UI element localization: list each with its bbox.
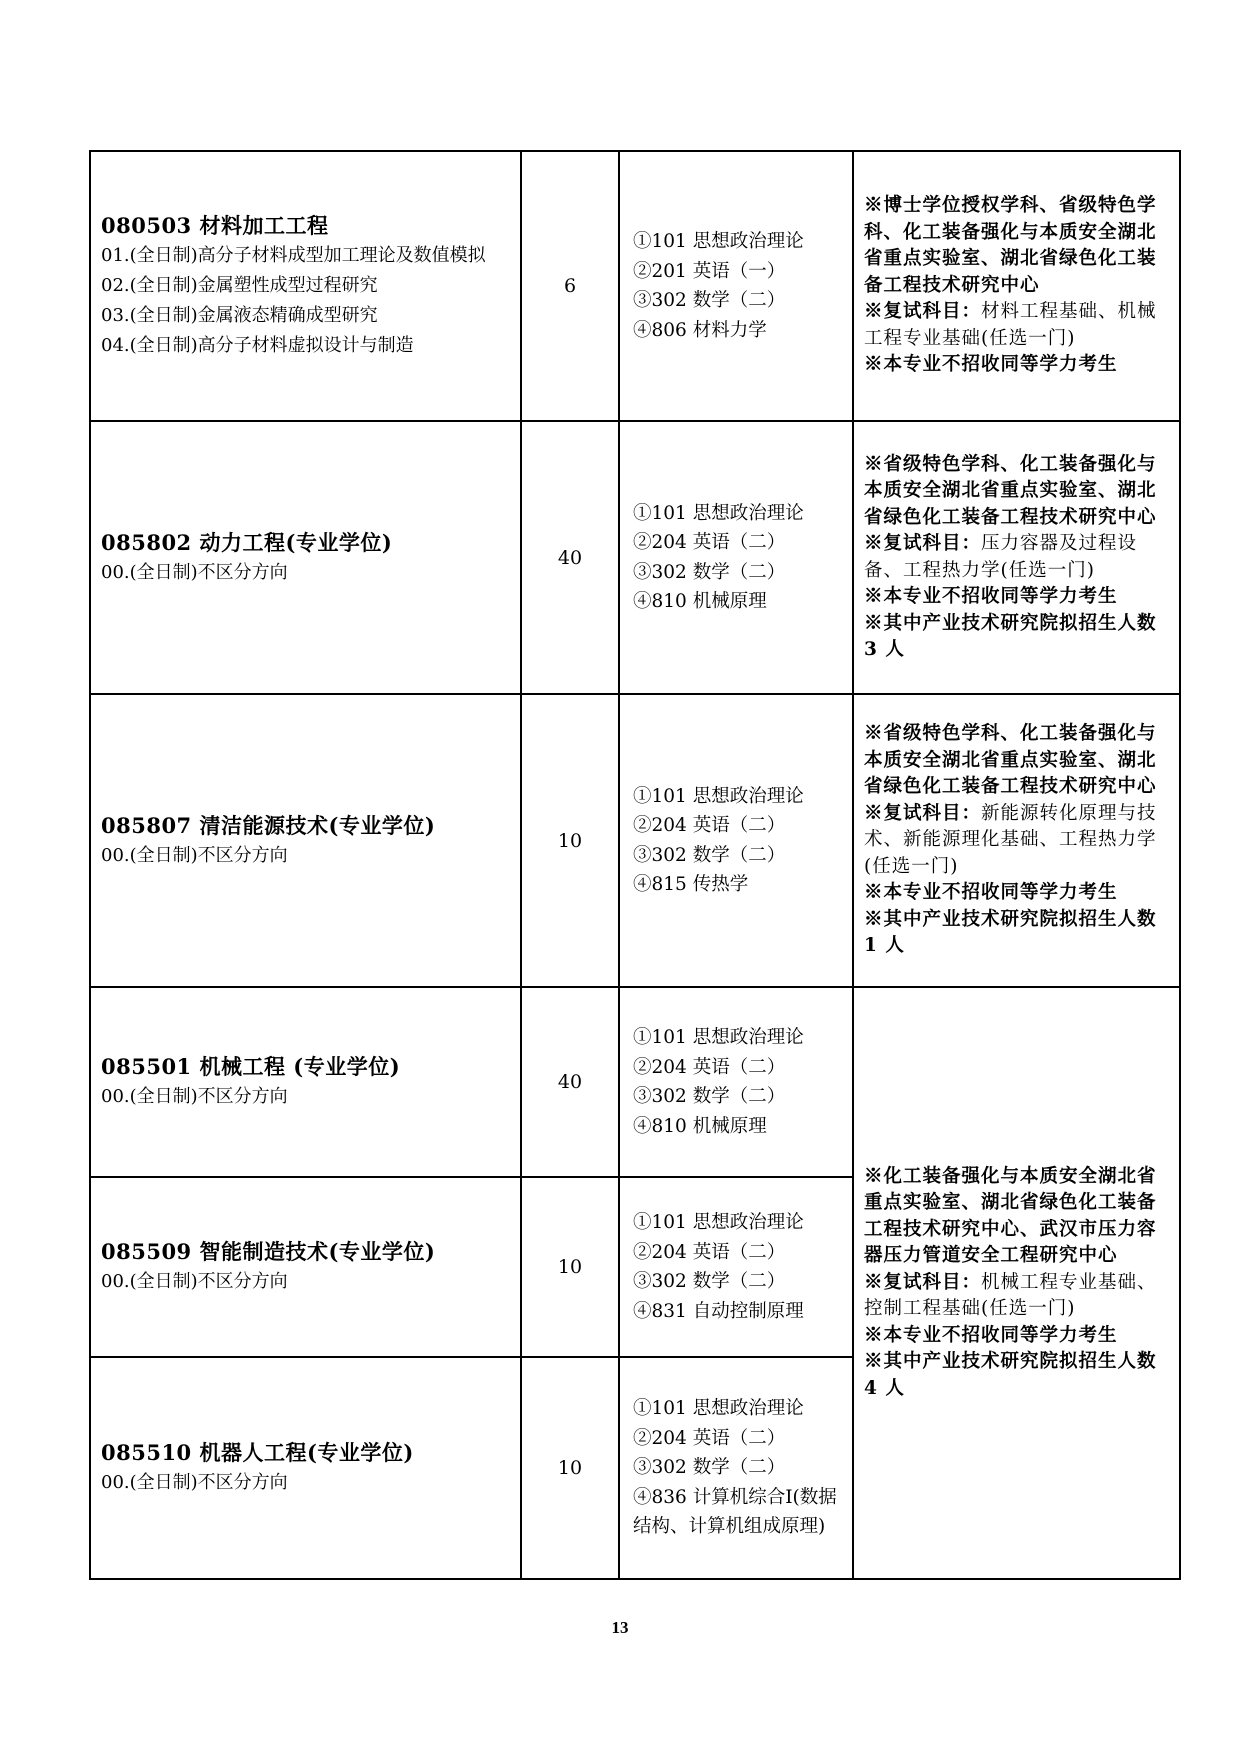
exam-subject: ②204 英语（二） [633,532,786,553]
exam-subject: ③302 数学（二） [633,1457,786,1479]
exam-subjects-cell [619,1357,853,1579]
enrollment-count: 6 [521,151,619,421]
enrollment-count: 10 [521,1177,619,1357]
major-cell [90,1177,521,1357]
remarks-cell [853,421,1180,694]
research-direction: 00.(全日制)不区分方向 [101,1472,288,1493]
table-row [90,151,1180,421]
research-direction: 00.(全日制)不区分方向 [101,561,288,583]
exam-subjects-cell [619,987,853,1177]
exam-subject: ①101 思想政治理论 [633,785,804,807]
exam-subject: ④810 机械原理 [633,591,767,612]
remark: ※本专业不招收同等学力考生 [864,882,1118,904]
retest-subjects-remark: ※复试科目：机械工程专业基础、控制工程基础(任选一门) [864,1271,1157,1320]
exam-subjects-cell [619,421,853,694]
major-cell [90,1357,521,1579]
retest-subjects-remark: ※复试科目：新能源转化原理与技术、新能源理化基础、工程热力学(任选一门) [864,802,1157,877]
exam-subject: ③302 数学（二） [633,844,786,866]
research-direction: 02.(全日制)金属塑性成型过程研究 [101,275,378,296]
exam-subject: ②204 英语（二） [633,1427,786,1449]
major-title: 085501 机械工程 (专业学位) [101,1054,401,1079]
remark: ※省级特色学科、化工装备强化与本质安全湖北省重点实验室、湖北省绿色化工装备工程技术研究中心 [864,723,1157,798]
enrollment-count: 10 [521,1357,619,1579]
research-direction: 00.(全日制)不区分方向 [101,1271,288,1292]
major-cell [90,987,521,1177]
major-title: 085510 机器人工程(专业学位) [101,1440,414,1465]
shared-remarks-cell [853,987,1180,1579]
major-title: 085509 智能制造技术(专业学位) [101,1239,436,1264]
exam-subjects-cell [619,694,853,987]
admissions-catalog-table [89,150,1181,1580]
remark: ※本专业不招收同等学力考生 [864,1324,1118,1346]
major-cell [90,694,521,987]
enrollment-count: 10 [521,694,619,987]
exam-subject: ③302 数学（二） [633,561,786,583]
exam-subject: ③302 数学（二） [633,290,786,311]
remark: ※本专业不招收同等学力考生 [864,586,1118,607]
table-row [90,421,1180,694]
table-row [90,987,1180,1177]
major-title: 080503 材料加工工程 [101,213,329,238]
remark: ※省级特色学科、化工装备强化与本质安全湖北省重点实验室、湖北省绿色化工装备工程技术研究中心 [864,453,1157,528]
exam-subject: ④831 自动控制原理 [633,1300,804,1322]
enrollment-count: 40 [521,987,619,1177]
retest-subjects-remark: ※复试科目：压力容器及过程设备、工程热力学(任选一门) [864,533,1138,581]
major-title: 085807 清洁能源技术(专业学位) [101,812,436,838]
exam-subjects-cell [619,1177,853,1357]
major-title: 085802 动力工程(专业学位) [101,529,393,555]
exam-subject: ④810 机械原理 [633,1115,767,1137]
remark: ※博士学位授权学科、省级特色学科、化工装备强化与本质安全湖北省重点实验室、湖北省绿色化工装备工程技术研究中心 [864,195,1157,296]
remark: ※其中产业技术研究院拟招生人数 1 人 [864,908,1157,957]
exam-subjects-cell [619,151,853,421]
exam-subject: ③302 数学（二） [633,1086,786,1107]
exam-subject: ②204 英语（二） [633,815,786,836]
exam-subject: ③302 数学（二） [633,1271,786,1292]
exam-subject: ④806 材料力学 [633,319,767,341]
research-direction: 00.(全日制)不区分方向 [101,844,288,866]
research-direction: 00.(全日制)不区分方向 [101,1086,288,1107]
remark: ※其中产业技术研究院拟招生人数 3 人 [864,612,1157,660]
remark: ※化工装备强化与本质安全湖北省重点实验室、湖北省绿色化工装备工程技术研究中心、武汉市压力容器压力管道安全工程研究中心 [864,1165,1157,1267]
exam-subject: ①101 思想政治理论 [633,231,804,252]
exam-subject: ①101 思想政治理论 [633,1398,804,1420]
research-direction: 03.(全日制)金属液态精确成型研究 [101,305,378,326]
research-direction: 04.(全日制)高分子材料虚拟设计与制造 [101,335,414,356]
enrollment-count: 40 [521,421,619,694]
exam-subject: ②204 英语（二） [633,1241,786,1263]
major-cell [90,151,521,421]
exam-subject: ①101 思想政治理论 [633,1212,804,1233]
remarks-cell [853,151,1180,421]
research-direction: 01.(全日制)高分子材料成型加工理论及数值模拟 [101,245,486,266]
exam-subject: ①101 思想政治理论 [633,1027,804,1048]
exam-subject: ④815 传热学 [633,874,749,895]
retest-subjects-remark: ※复试科目：材料工程基础、机械工程专业基础(任选一门) [864,301,1157,349]
exam-subject: ②201 英语（一） [633,260,786,282]
table-row [90,694,1180,987]
remarks-cell [853,694,1180,987]
exam-subject: ②204 英语（二） [633,1056,786,1078]
major-cell [90,421,521,694]
remark: ※本专业不招收同等学力考生 [864,354,1118,376]
exam-subject: ④836 计算机综合Ⅰ(数据结构、计算机组成原理) [633,1486,837,1538]
exam-subject: ①101 思想政治理论 [633,502,804,524]
page-number: 13 [611,1618,629,1637]
remark: ※其中产业技术研究院拟招生人数 4 人 [864,1351,1157,1399]
